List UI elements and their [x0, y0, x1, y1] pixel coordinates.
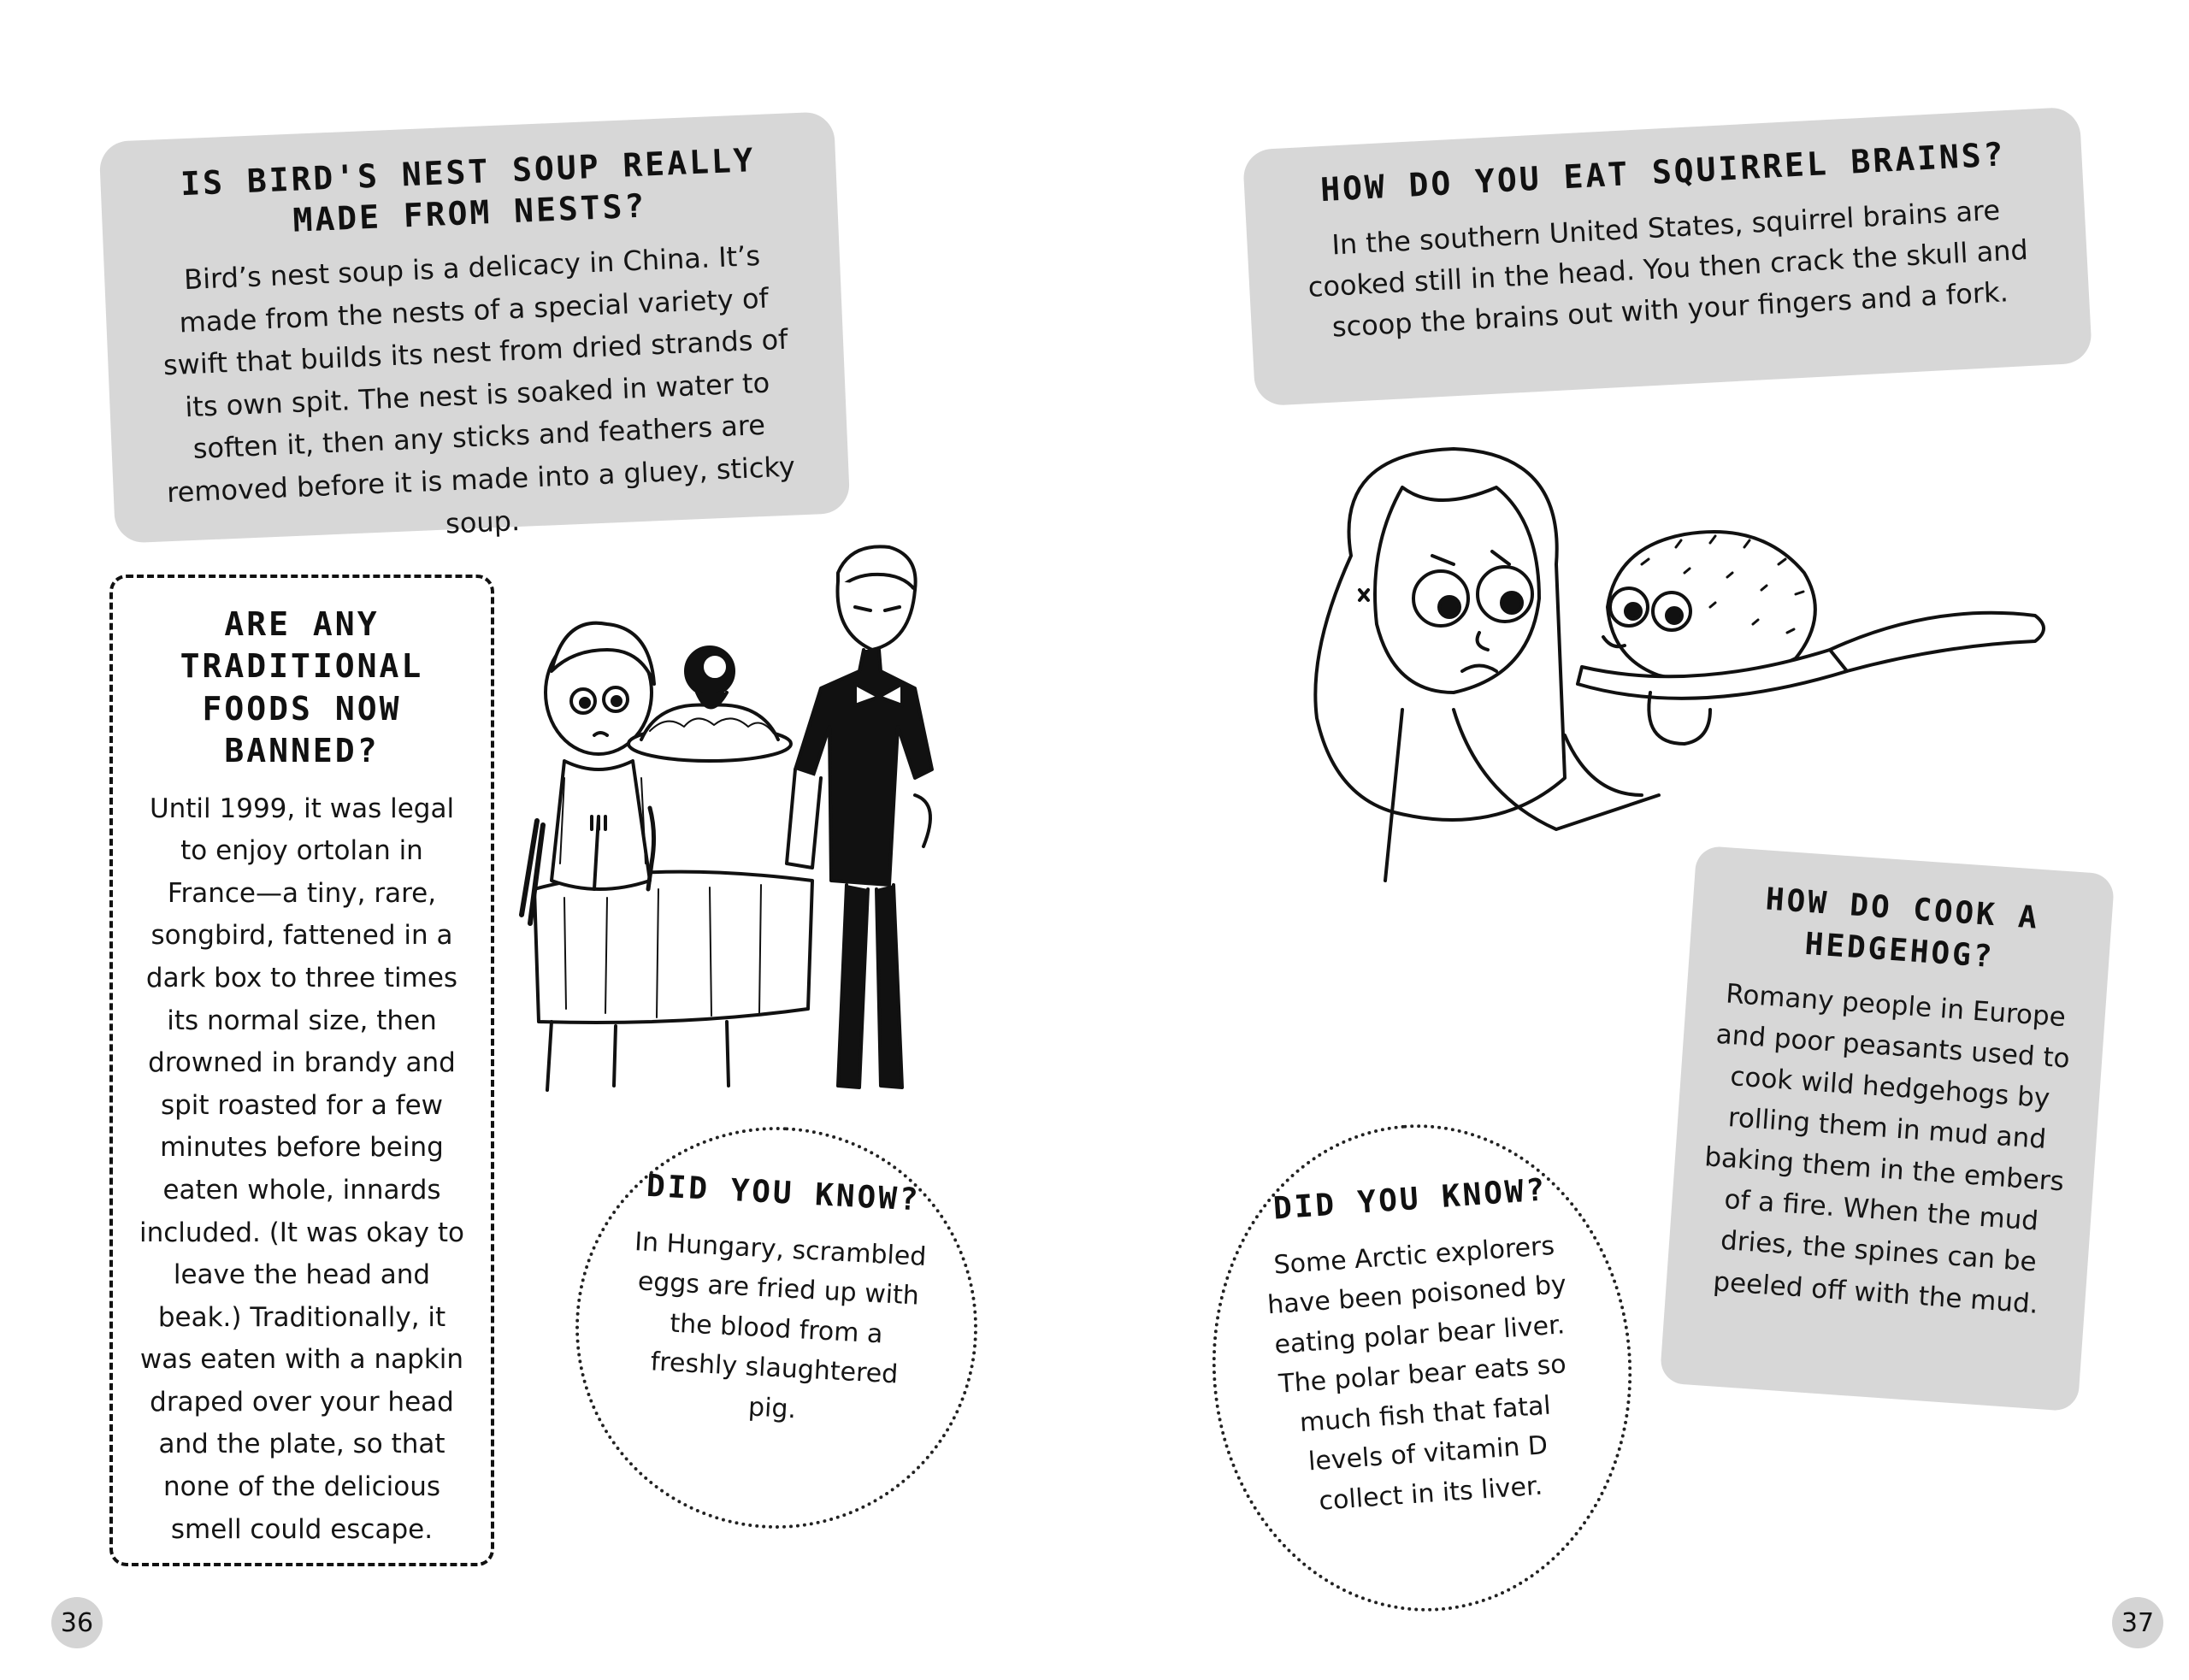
nest-plate [628, 647, 791, 761]
banned-foods-body: Until 1999, it was legal to enjoy ortolan in France—a tiny, rare, songbird, fattened in a dark box to three times its normal size, then drowned in brandy and spit roasted for a few minutes before being eaten whole, innards included. (It was okay to leave the head and beak.) Traditionally, it was eaten with a napkin draped over your head and the plate, so that none of the delicious smell could escape. [139, 793, 464, 1545]
page-number-left: 36 [51, 1597, 103, 1648]
squirrel-brains-title: HOW DO YOU EAT SQUIRREL BRAINS? [1319, 135, 2007, 209]
dinner-waiter-illustration [513, 522, 992, 1103]
did-you-know-left [565, 1117, 988, 1539]
squirrel-brains-box [1242, 107, 2092, 407]
left-page [0, 0, 1094, 1680]
page-number-right: 37 [2112, 1597, 2163, 1648]
hedgehog-in-pan [1578, 532, 2044, 744]
hedgehog-box [1660, 846, 2115, 1412]
squirrel-brains-body: In the southern United States, squirrel brains are cooked still in the head. You then crack the skull and scoop the brains out with your fingers and a fork. [1307, 193, 2029, 344]
hedgehog-body: Romany people in Europe and poor peasants used to cook wild hedgehogs by rolling them in mud and baking them in the embers of a fire. When the mud dries, the spines can be peeled off with the mud. [1703, 978, 2071, 1320]
seated-woman [546, 623, 654, 889]
banned-foods-box [109, 575, 494, 1566]
girl [1315, 449, 1659, 881]
did-you-know-left-title: DID YOU KNOW? [645, 1168, 922, 1218]
banned-foods-title: ARE ANY TRADITIONAL FOODS NOW BANNED? [180, 605, 424, 770]
birds-nest-body: Bird’s nest soup is a delicacy in China. It’s made from the nests of a special variety of swift that builds its nest from dried strands of its own spit. The nest is soaked in water to soften it, then any sticks and feathers are removed before it is made into a gluey, sticky soup. [162, 239, 796, 540]
birds-nest-title: IS BIRD'S NEST SOUP REALLY MADE FROM NESTS? [180, 141, 757, 239]
hedgehog-title: HOW DO COOK A HEDGEHOG? [1764, 881, 2041, 975]
birds-nest-box [99, 111, 851, 544]
did-you-know-right-body: Some Arctic explorers have been poisoned by eating polar bear liver. The polar bear eats so much fish that fatal levels of vitamin D collect in its liver. [1266, 1230, 1567, 1517]
did-you-know-right-title: DID YOU KNOW? [1272, 1172, 1549, 1227]
table [534, 872, 812, 1023]
did-you-know-left-body: In Hungary, scrambled eggs are fried up with the blood from a freshly slaughtered pig. [634, 1226, 928, 1424]
